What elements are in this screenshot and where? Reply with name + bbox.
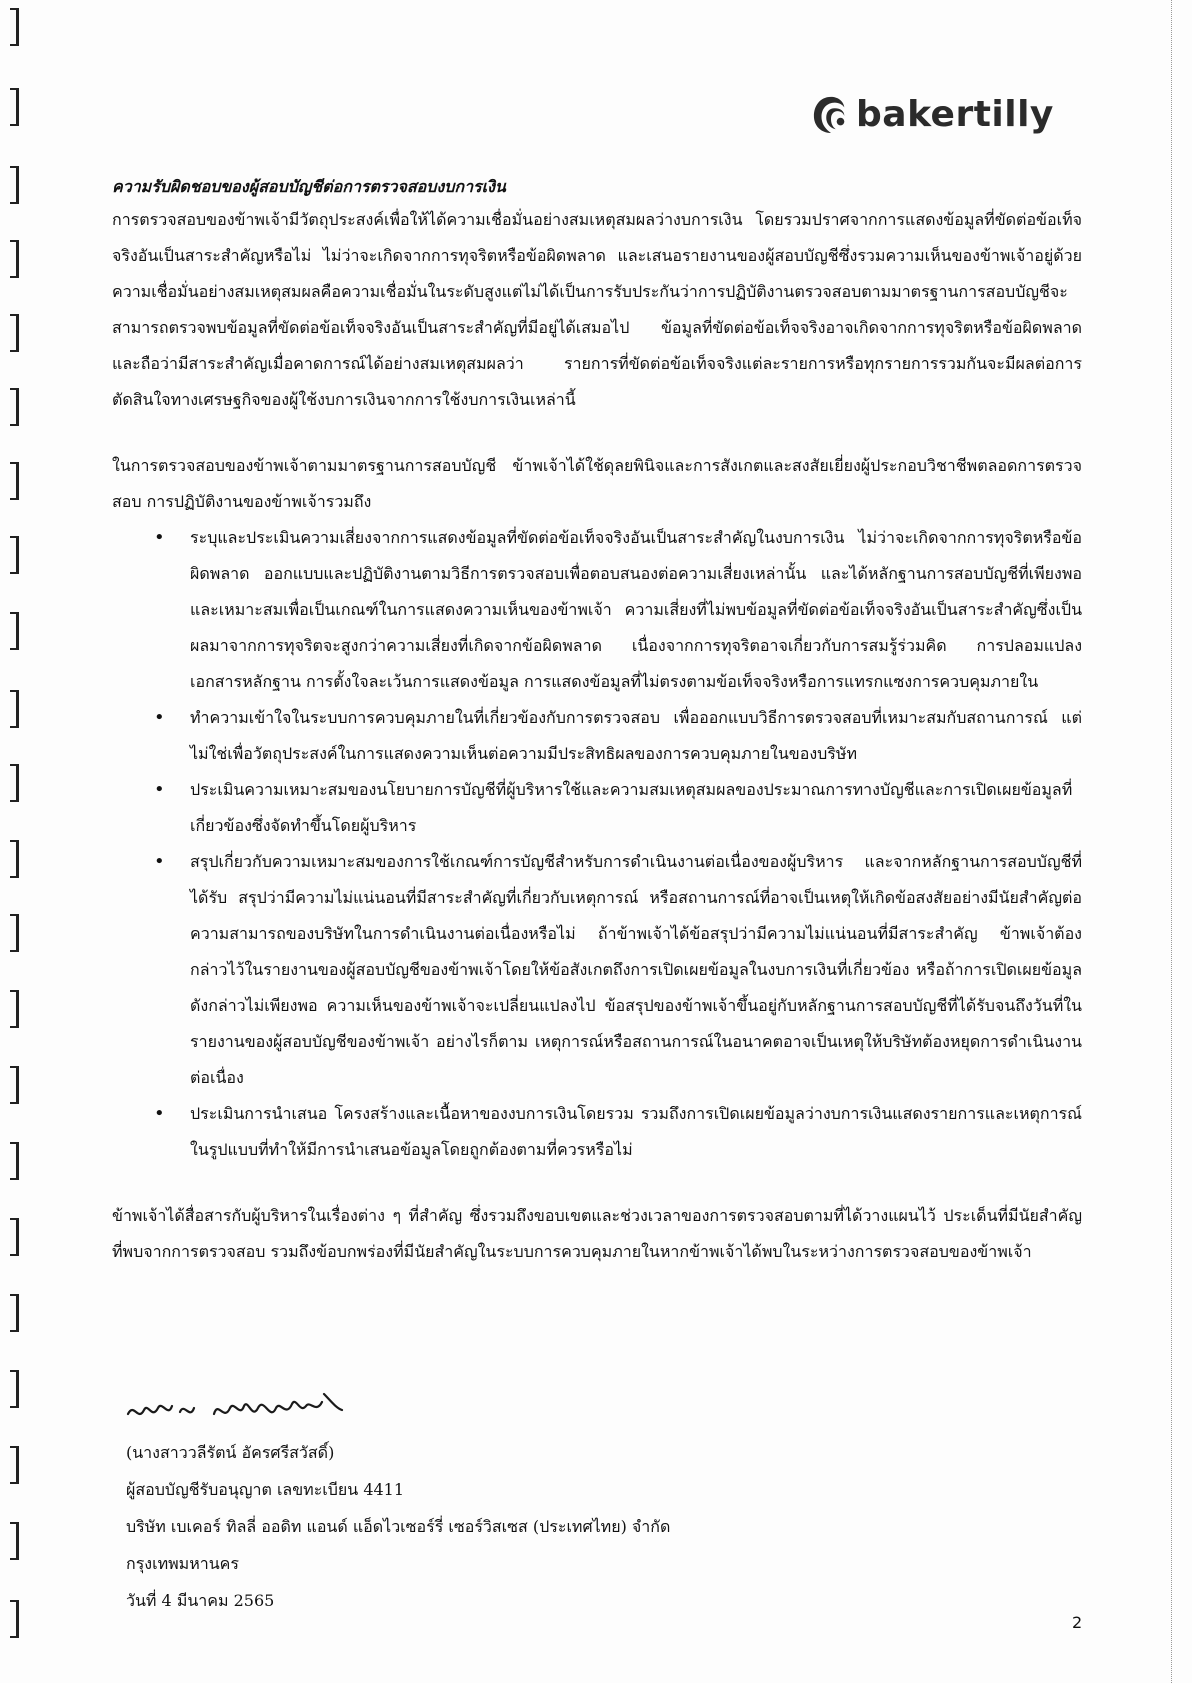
paragraph-communication: ข้าพเจ้าได้สื่อสารกับผู้บริหารในเรื่องต่าง ๆ ที่สำคัญ ซึ่งรวมถึงขอบเขตและช่วงเวลาของการตรวจสอบตามที่ได้วางแผนไว้ ประเด็นที่มีนัยสำคัญที่พบจากการตรวจสอบ รวมถึงข้อบกพร่องที่มีนัยสำคัญในระบบการควบคุมภายในหากข้าพเจ้าได้พบในระหว่างการตรวจสอบของข้าพเจ้า — [112, 1206, 1082, 1261]
list-item: • ระบุและประเมินความเสี่ยงจากการแสดงข้อมูลที่ขัดต่อข้อเท็จจริงอันเป็นสาระสำคัญในงบการเงิน ไม่ว่าจะเกิดจากการทุจริตหรือข้อผิดพลาด ออกแบบและปฏิบัติงานตามวิธีการตรวจสอบเพื่อตอบสนองต่อความเสี่ยงเหล่านั้น และได้หลักฐานการสอบบัญชีที่เพียงพอและเหมาะสมเพื่อเป็นเกณฑ์ในการแสดงความเห็นของข้าพเจ้า ความเสี่ยงที่ไม่พบข้อมูลที่ขัดต่อข้อเท็จจริงอันเป็นสาระสำคัญซึ่งเป็นผลมาจากการทุจริตจะสูงกว่าความเสี่ยงที่เกิดจากข้อผิดพลาด เนื่องจากการทุจริตอาจเกี่ยวกับการสมรู้ร่วมคิด การปลอมแปลงเอกสารหลักฐาน การตั้งใจละเว้นการแสดงข้อมูล การแสดงข้อมูลที่ไม่ตรงตามข้อเท็จจริงหรือการแทรกแซงการควบคุมภายใน — [112, 520, 1082, 700]
list-item: • ประเมินความเหมาะสมของนโยบายการบัญชีที่ผู้บริหารใช้และความสมเหตุสมผลของประมาณการทางบัญชีและการเปิดเผยข้อมูลที่เกี่ยวข้องซึ่งจัดทำขึ้นโดยผู้บริหาร — [112, 772, 1082, 844]
paragraph-procedures-intro: ในการตรวจสอบของข้าพเจ้าตามมาตรฐานการสอบบัญชี ข้าพเจ้าได้ใช้ดุลยพินิจและการสังเกตและสงสัยเยี่ยงผู้ประกอบวิชาชีพตลอดการตรวจสอบ การปฏิบัติงานของข้าพเจ้ารวมถึง — [112, 456, 1082, 511]
signature-block — [126, 1384, 826, 1619]
page-number: 2 — [1072, 1613, 1083, 1632]
company-logo — [812, 84, 1062, 144]
procedures-list — [112, 520, 1082, 1168]
city: กรุงเทพมหานคร — [126, 1554, 239, 1573]
list-item: • สรุปเกี่ยวกับความเหมาะสมของการใช้เกณฑ์การบัญชีสำหรับการดำเนินงานต่อเนื่องของผู้บริหาร และจากหลักฐานการสอบบัญชีที่ได้รับ สรุปว่ามีความไม่แน่นอนที่มีสาระสำคัญที่เกี่ยวกับเหตุการณ์ หรือสถานการณ์ที่อาจเป็นเหตุให้เกิดข้อสงสัยอย่างมีนัยสำคัญต่อความสามารถของบริษัทในการดำเนินงานต่อเนื่องหรือไม่ ถ้าข้าพเจ้าได้ข้อสรุปว่ามีความไม่แน่นอนที่มีสาระสำคัญ ข้าพเจ้าต้องกล่าวไว้ในรายงานของผู้สอบบัญชีของข้าพเจ้าโดยให้ข้อสังเกตถึงการเปิดเผยข้อมูลในงบการเงินที่เกี่ยวข้อง หรือถ้าการเปิดเผยข้อมูลดังกล่าวไม่เพียงพอ ความเห็นของข้าพเจ้าจะเปลี่ยนแปลงไป ข้อสรุปของข้าพเจ้าขึ้นอยู่กับหลักฐานการสอบบัญชีที่ได้รับจนถึงวันที่ในรายงานของผู้สอบบัญชีของข้าพเจ้า อย่างไรก็ตาม เหตุการณ์หรือสถานการณ์ในอนาคตอาจเป็นเหตุให้บริษัทต้องหยุดการดำเนินงานต่อเนื่อง — [112, 844, 1082, 1096]
scan-binding-marks — [10, 0, 24, 1683]
list-item: • ทำความเข้าใจในระบบการควบคุมภายในที่เกี่ยวข้องกับการตรวจสอบ เพื่อออกแบบวิธีการตรวจสอบที่เหมาะสมกับสถานการณ์ แต่ไม่ใช่เพื่อวัตถุประสงค์ในการแสดงความเห็นต่อความมีประสิทธิผลของการควบคุมภายในของบริษัท — [112, 700, 1082, 772]
section-heading: ความรับผิดชอบของผู้สอบบัญชีต่อการตรวจสอบงบการเงิน — [112, 177, 506, 196]
audit-firm: บริษัท เบเคอร์ ทิลลี่ ออดิท แอนด์ แอ็ดไวเซอร์รี่ เซอร์วิสเซส (ประเทศไทย) จำกัด — [126, 1517, 671, 1536]
scan-edge-line — [1171, 0, 1174, 1683]
paragraph-objective: การตรวจสอบของข้าพเจ้ามีวัตถุประสงค์เพื่อให้ได้ความเชื่อมั่นอย่างสมเหตุสมผลว่างบการเงิน โดยรวมปราศจากการแสดงข้อมูลที่ขัดต่อข้อเท็จจริงอันเป็นสาระสำคัญหรือไม่ ไม่ว่าจะเกิดจากการทุจริตหรือข้อผิดพลาด และเสนอรายงานของผู้สอบบัญชีซึ่งรวมความเห็นของข้าพเจ้าอยู่ด้วย ความเชื่อมั่นอย่างสมเหตุสมผลคือความเชื่อมั่นในระดับสูงแต่ไม่ได้เป็นการรับประกันว่าการปฏิบัติงานตรวจสอบตามมาตรฐานการสอบบัญชีจะสามารถตรวจพบข้อมูลที่ขัดต่อข้อเท็จจริงอันเป็นสาระสำคัญที่มีอยู่ได้เสมอไป ข้อมูลที่ขัดต่อข้อเท็จจริงอาจเกิดจากการทุจริตหรือข้อผิดพลาดและถือว่ามีสาระสำคัญเมื่อคาดการณ์ได้อย่างสมเหตุสมผลว่า รายการที่ขัดต่อข้อเท็จจริงแต่ละรายการหรือทุกรายการรวมกันจะมีผลต่อการตัดสินใจทางเศรษฐกิจของผู้ใช้งบการเงินจากการใช้งบการเงินเหล่านี้ — [112, 210, 1082, 409]
auditor-name: (นางสาววลีรัตน์ อัครศรีสวัสดิ์) — [126, 1443, 335, 1462]
list-item: • ประเมินการนำเสนอ โครงสร้างและเนื้อหาของงบการเงินโดยรวม รวมถึงการเปิดเผยข้อมูลว่างบการเงินแสดงรายการและเหตุการณ์ในรูปแบบที่ทำให้มีการนำเสนอข้อมูลโดยถูกต้องตามที่ควรหรือไม่ — [112, 1096, 1082, 1168]
main-content — [112, 172, 1082, 1270]
logo-text: bakertilly — [856, 93, 1054, 135]
handwritten-signature — [124, 1384, 354, 1432]
report-date: วันที่ 4 มีนาคม 2565 — [126, 1591, 275, 1610]
bakertilly-swirl-icon — [812, 93, 850, 135]
auditor-license: ผู้สอบบัญชีรับอนุญาต เลขทะเบียน 4411 — [126, 1480, 405, 1499]
